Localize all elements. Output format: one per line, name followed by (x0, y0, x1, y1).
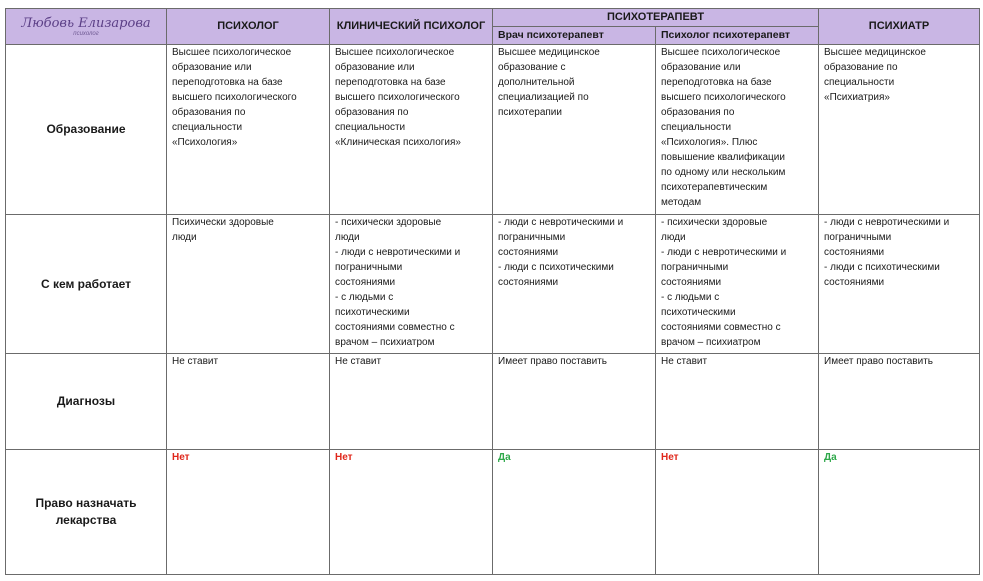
cell-line: специальности (335, 122, 406, 133)
cell-line: - с людьми с (661, 292, 720, 303)
row-education (6, 45, 980, 215)
header-psychotherapist-psychologist: Психолог психотерапевт (656, 27, 819, 45)
header-psychotherapist: ПСИХОТЕРАПЕВТ (493, 9, 819, 27)
cell-education-doctor (493, 45, 656, 215)
logo-cell (6, 9, 167, 45)
cell-line: психотическими (661, 307, 736, 318)
cell-line: врачом – психиатром (335, 337, 435, 348)
cell-line: люди (661, 232, 686, 243)
cell-line: - с людьми с (335, 292, 394, 303)
cell-line: «Клиническая психология» (335, 137, 461, 148)
cell-line: - люди с психотическими (824, 262, 940, 273)
header-psychotherapist-doctor: Врач психотерапевт (493, 27, 656, 45)
row-label-prescribe: Право назначать лекарства (6, 450, 167, 575)
cell-line: Высшее психологическое (661, 47, 781, 58)
cell-line: - люди с невротическими и (335, 247, 461, 258)
cell-line: высшего психологического (335, 92, 460, 103)
cell-diagnoses-psychiatrist: Имеет право поставить (819, 354, 980, 450)
logo-subtitle: психолог (73, 31, 99, 37)
cell-line: состояниями (498, 247, 559, 258)
cell-line: Психически здоровые (172, 217, 274, 228)
cell-line: методам (661, 197, 702, 208)
cell-line: люди (172, 232, 197, 243)
cell-line: пограничными (824, 232, 892, 243)
header-psychiatrist: ПСИХИАТР (819, 9, 980, 45)
cell-education-psy-therapist (656, 45, 819, 215)
cell-line: люди (335, 232, 360, 243)
cell-line: специальности (661, 122, 732, 133)
cell-line: состояниями (661, 277, 722, 288)
cell-line: переподготовка на базе (661, 77, 772, 88)
cell-line: образование с (498, 62, 566, 73)
cell-education-psychiatrist (819, 45, 980, 215)
cell-line: врачом – психиатром (661, 337, 761, 348)
cell-prescribe-clinical: Нет (330, 450, 493, 575)
cell-line: дополнительной (498, 77, 575, 88)
cell-line: состояниями (824, 277, 885, 288)
row-label-education: Образование (6, 45, 167, 215)
cell-line: психотерапевтическим (661, 182, 768, 193)
cell-line: образование по (824, 62, 898, 73)
cell-prescribe-psychiatrist: Да (819, 450, 980, 575)
cell-line: - психически здоровые (661, 217, 768, 228)
cell-line: - люди с невротическими и (661, 247, 787, 258)
cell-line: Высшее психологическое (335, 47, 455, 58)
cell-line: образования по (172, 107, 246, 118)
cell-works-clinical (330, 215, 493, 354)
cell-prescribe-psy-therapist: Нет (656, 450, 819, 575)
cell-diagnoses-clinical: Не ставит (330, 354, 493, 450)
cell-line: образование или (661, 62, 741, 73)
cell-line: по одному или нескольким (661, 167, 786, 178)
comparison-table (5, 8, 980, 575)
cell-line: специальности (824, 77, 895, 88)
cell-works-doctor (493, 215, 656, 354)
cell-line: образования по (335, 107, 409, 118)
cell-works-psychologist (167, 215, 330, 354)
cell-line: состояниями (824, 247, 885, 258)
row-label-works-with: С кем работает (6, 215, 167, 354)
cell-prescribe-psychologist: Нет (167, 450, 330, 575)
cell-line: «Психиатрия» (824, 92, 890, 103)
cell-line: пограничными (498, 232, 566, 243)
cell-line: состояниями (335, 277, 396, 288)
header-psychologist: ПСИХОЛОГ (167, 9, 330, 45)
cell-line: Высшее медицинское (824, 47, 926, 58)
cell-education-psychologist (167, 45, 330, 215)
cell-line: - люди с невротическими и (824, 217, 950, 228)
cell-line: переподготовка на базе (172, 77, 283, 88)
header-clinical-psychologist: КЛИНИЧЕСКИЙ ПСИХОЛОГ (330, 9, 493, 45)
cell-line: психотическими (335, 307, 410, 318)
cell-line: образование или (335, 62, 415, 73)
logo-name: Любовь Елизарова (21, 16, 151, 31)
cell-diagnoses-doctor: Имеет право поставить (493, 354, 656, 450)
cell-line: «Психология». Плюс (661, 137, 758, 148)
cell-line: - психически здоровые (335, 217, 442, 228)
cell-line: образование или (172, 62, 252, 73)
cell-line: образования по (661, 107, 735, 118)
cell-line: состояниями совместно с (335, 322, 455, 333)
cell-line: психотерапии (498, 107, 562, 118)
cell-line: специализацией по (498, 92, 589, 103)
comparison-table-wrapper (5, 8, 980, 575)
cell-line: состояниями (498, 277, 559, 288)
cell-line: пограничными (661, 262, 729, 273)
cell-education-clinical (330, 45, 493, 215)
cell-line: Высшее психологическое (172, 47, 292, 58)
cell-line: Высшее медицинское (498, 47, 600, 58)
row-diagnoses (6, 354, 980, 450)
cell-line: пограничными (335, 262, 403, 273)
row-prescribe (6, 450, 980, 575)
cell-line: - люди с психотическими (498, 262, 614, 273)
row-works-with (6, 215, 980, 354)
cell-line: - люди с невротическими и (498, 217, 624, 228)
cell-line: высшего психологического (172, 92, 297, 103)
cell-line: состояниями совместно с (661, 322, 781, 333)
cell-diagnoses-psy-therapist: Не ставит (656, 354, 819, 450)
cell-works-psychiatrist (819, 215, 980, 354)
cell-prescribe-doctor: Да (493, 450, 656, 575)
cell-line: высшего психологического (661, 92, 786, 103)
cell-works-psy-therapist (656, 215, 819, 354)
row-label-diagnoses: Диагнозы (6, 354, 167, 450)
cell-line: повышение квалификации (661, 152, 785, 163)
cell-line: переподготовка на базе (335, 77, 446, 88)
cell-diagnoses-psychologist: Не ставит (167, 354, 330, 450)
cell-line: «Психология» (172, 137, 238, 148)
cell-line: специальности (172, 122, 243, 133)
